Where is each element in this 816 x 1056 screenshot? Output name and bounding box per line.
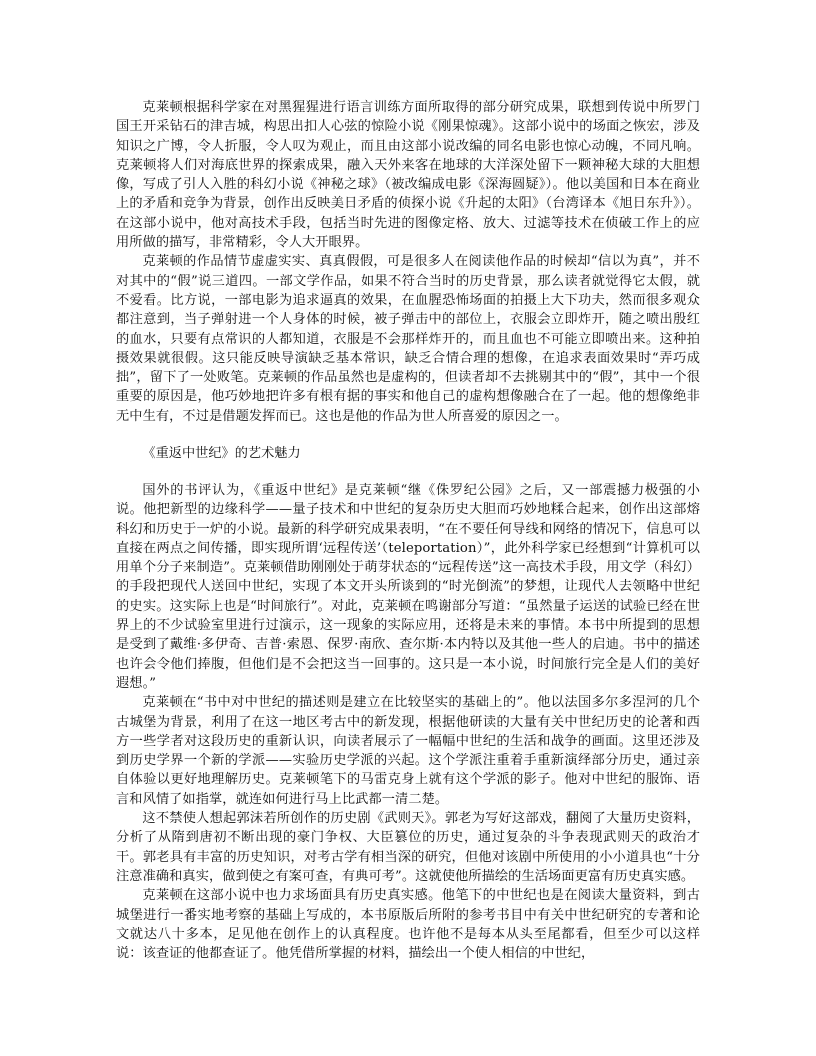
body-paragraph: 克莱顿在“书中对中世纪的描述则是建立在比较坚实的基础上的”。他以法国多尔多涅河的几个古城堡为背景，利用了在这一地区考古中的新发现，根据他研读的大量有关中世纪历史的论著和西方一些学者对这段历史的重新认识，向读者展示了一幅幅中世纪的生活和战争的画面。这里还涉及到历史学界一个新的学派——实验历史学派的兴起。这个学派注重着手重新演绎部分历史，通过亲自体验以更好地理解历史。克莱顿笔下的马雷克身上就有这个学派的影子。他对中世纪的服饰、语言和风情了如指掌，就连如何进行马上比武都一清二楚。 [116, 695, 700, 807]
body-paragraph: 克莱顿的作品情节虚虚实实、真真假假，可是很多人在阅读他作品的时候却“信以为真”，并不对其中的“假”说三道四。一部文学作品，如果不符合当时的历史背景，那么读者就觉得它太假，就不爱看。比方说，一部电影为追求逼真的效果，在血腥恐怖场面的拍摄上大下功夫，然而很多观众都注意到，当子弹射进一个人身体的时候，被子弹击中的部位上，衣服会立即炸开，随之喷出殷红的血水，只要有点常识的人都知道，衣服是不会那样炸开的，而且血也不可能立即喷出来。这种拍摄效果就很假。这只能反映导演缺乏基本常识，缺乏合情合理的想像，在追求表面效果时“弄巧成拙”，留下了一处败笔。克莱顿的作品虽然也是虚构的，但读者却不去挑剔其中的“假”，其中一个很重要的原因是，他巧妙地把许多有根有据的事实和他自己的虚构想像融合在了一起。他的想像绝非无中生有，不过是借题发挥而已。这也是他的作品为世人所喜爱的原因之一。 [116, 254, 700, 424]
section-two [116, 481, 700, 963]
body-paragraph: 这不禁使人想起郭沫若所创作的历史剧《武则天》。郭老为写好这部戏，翻阅了大量历史资料，分析了从隋到唐初不断出现的豪门争权、大臣篡位的历史，通过复杂的斗争表现武则天的政治才干。郭老具有丰富的历史知识，对考古学有相当深的研究，但他对该剧中所使用的小小道具也“十分注意准确和真实，做到使之有案可查，有典可考”。这就使他所描绘的生活场面更富有历史真实感。 [116, 811, 700, 884]
section-heading-block [116, 444, 700, 463]
section-heading: 《重返中世纪》的艺术魅力 [142, 446, 301, 461]
section-one [116, 98, 700, 426]
body-paragraph: 克莱顿根据科学家在对黑猩猩进行语言训练方面所取得的部分研究成果，联想到传说中所罗门国王开采钻石的津吉城，构思出扣人心弦的惊险小说《刚果惊魂》。这部小说中的场面之恢宏，涉及知识之广博，令人折服，令人叹为观止，而且由这部小说改编的同名电影也惊心动魄，不同凡响。克莱顿将人们对海底世界的探索成果，融入天外来客在地球的大洋深处留下一颗神秘大球的大胆想像，写成了引人入胜的科幻小说《神秘之球》（被改编成电影《深海圆疑》）。他以美国和日本在商业上的矛盾和竞争为背景，创作出反映美日矛盾的侦探小说《升起的太阳》（台湾译本《旭日东升》）。在这部小说中，他对高技术手段，包括当时先进的图像定格、放大、过滤等技术在侦破工作上的应用所做的描写，非常精彩，令人大开眼界。 [116, 100, 700, 251]
body-paragraph: 国外的书评认为，《重返中世纪》是克莱顿“继《侏罗纪公园》之后，又一部震撼力极强的小说。他把新型的边缘科学——量子技术和中世纪的复杂历史大胆而巧妙地糅合起来，创作出这部熔科幻和历史于一炉的小说。最新的科学研究成果表明，“在不要任何导线和网络的情况下，信息可以直接在两点之间传播，即实现所谓‘远程传送’（teleportation）”，此外科学家已经想到“计算机可以用单个分子来制造”。克莱顿借助刚刚处于萌芽状态的“远程传送”这一高技术手段，用文学（科幻）的手段把现代人送回中世纪，实现了本文开头所谈到的“时光倒流”的梦想，让现代人去领略中世纪的史实。这实际上也是“时间旅行”。对此，克莱顿在鸣谢部分写道：“虽然量子运送的试验已经在世界上的不少试验室里进行过演示，这一现象的实际应用，还将是未来的事情。本书中所提到的思想是受到了戴维·多伊奇、吉普·索恩、保罗·南欣、查尔斯·本内特以及其他一些人的启迪。书中的描述也许会令他们捧腹，但他们是不会把这当一回事的。这只是一本小说，时间旅行完全是人们的美好遐想。” [116, 483, 700, 691]
body-paragraph: 克莱顿在这部小说中也力求场面具有历史真实感。他笔下的中世纪也是在阅读大量资料，到古城堡进行一番实地考察的基础上写成的，本书原版后所附的参考书目中有关中世纪研究的专著和论文就达八十多本，足见他在创作上的认真程度。也许他不是每本从头至尾都看，但至少可以这样说：该查证的他都查证了。他凭借所掌握的材料，描绘出一个使人相信的中世纪， [116, 888, 700, 962]
